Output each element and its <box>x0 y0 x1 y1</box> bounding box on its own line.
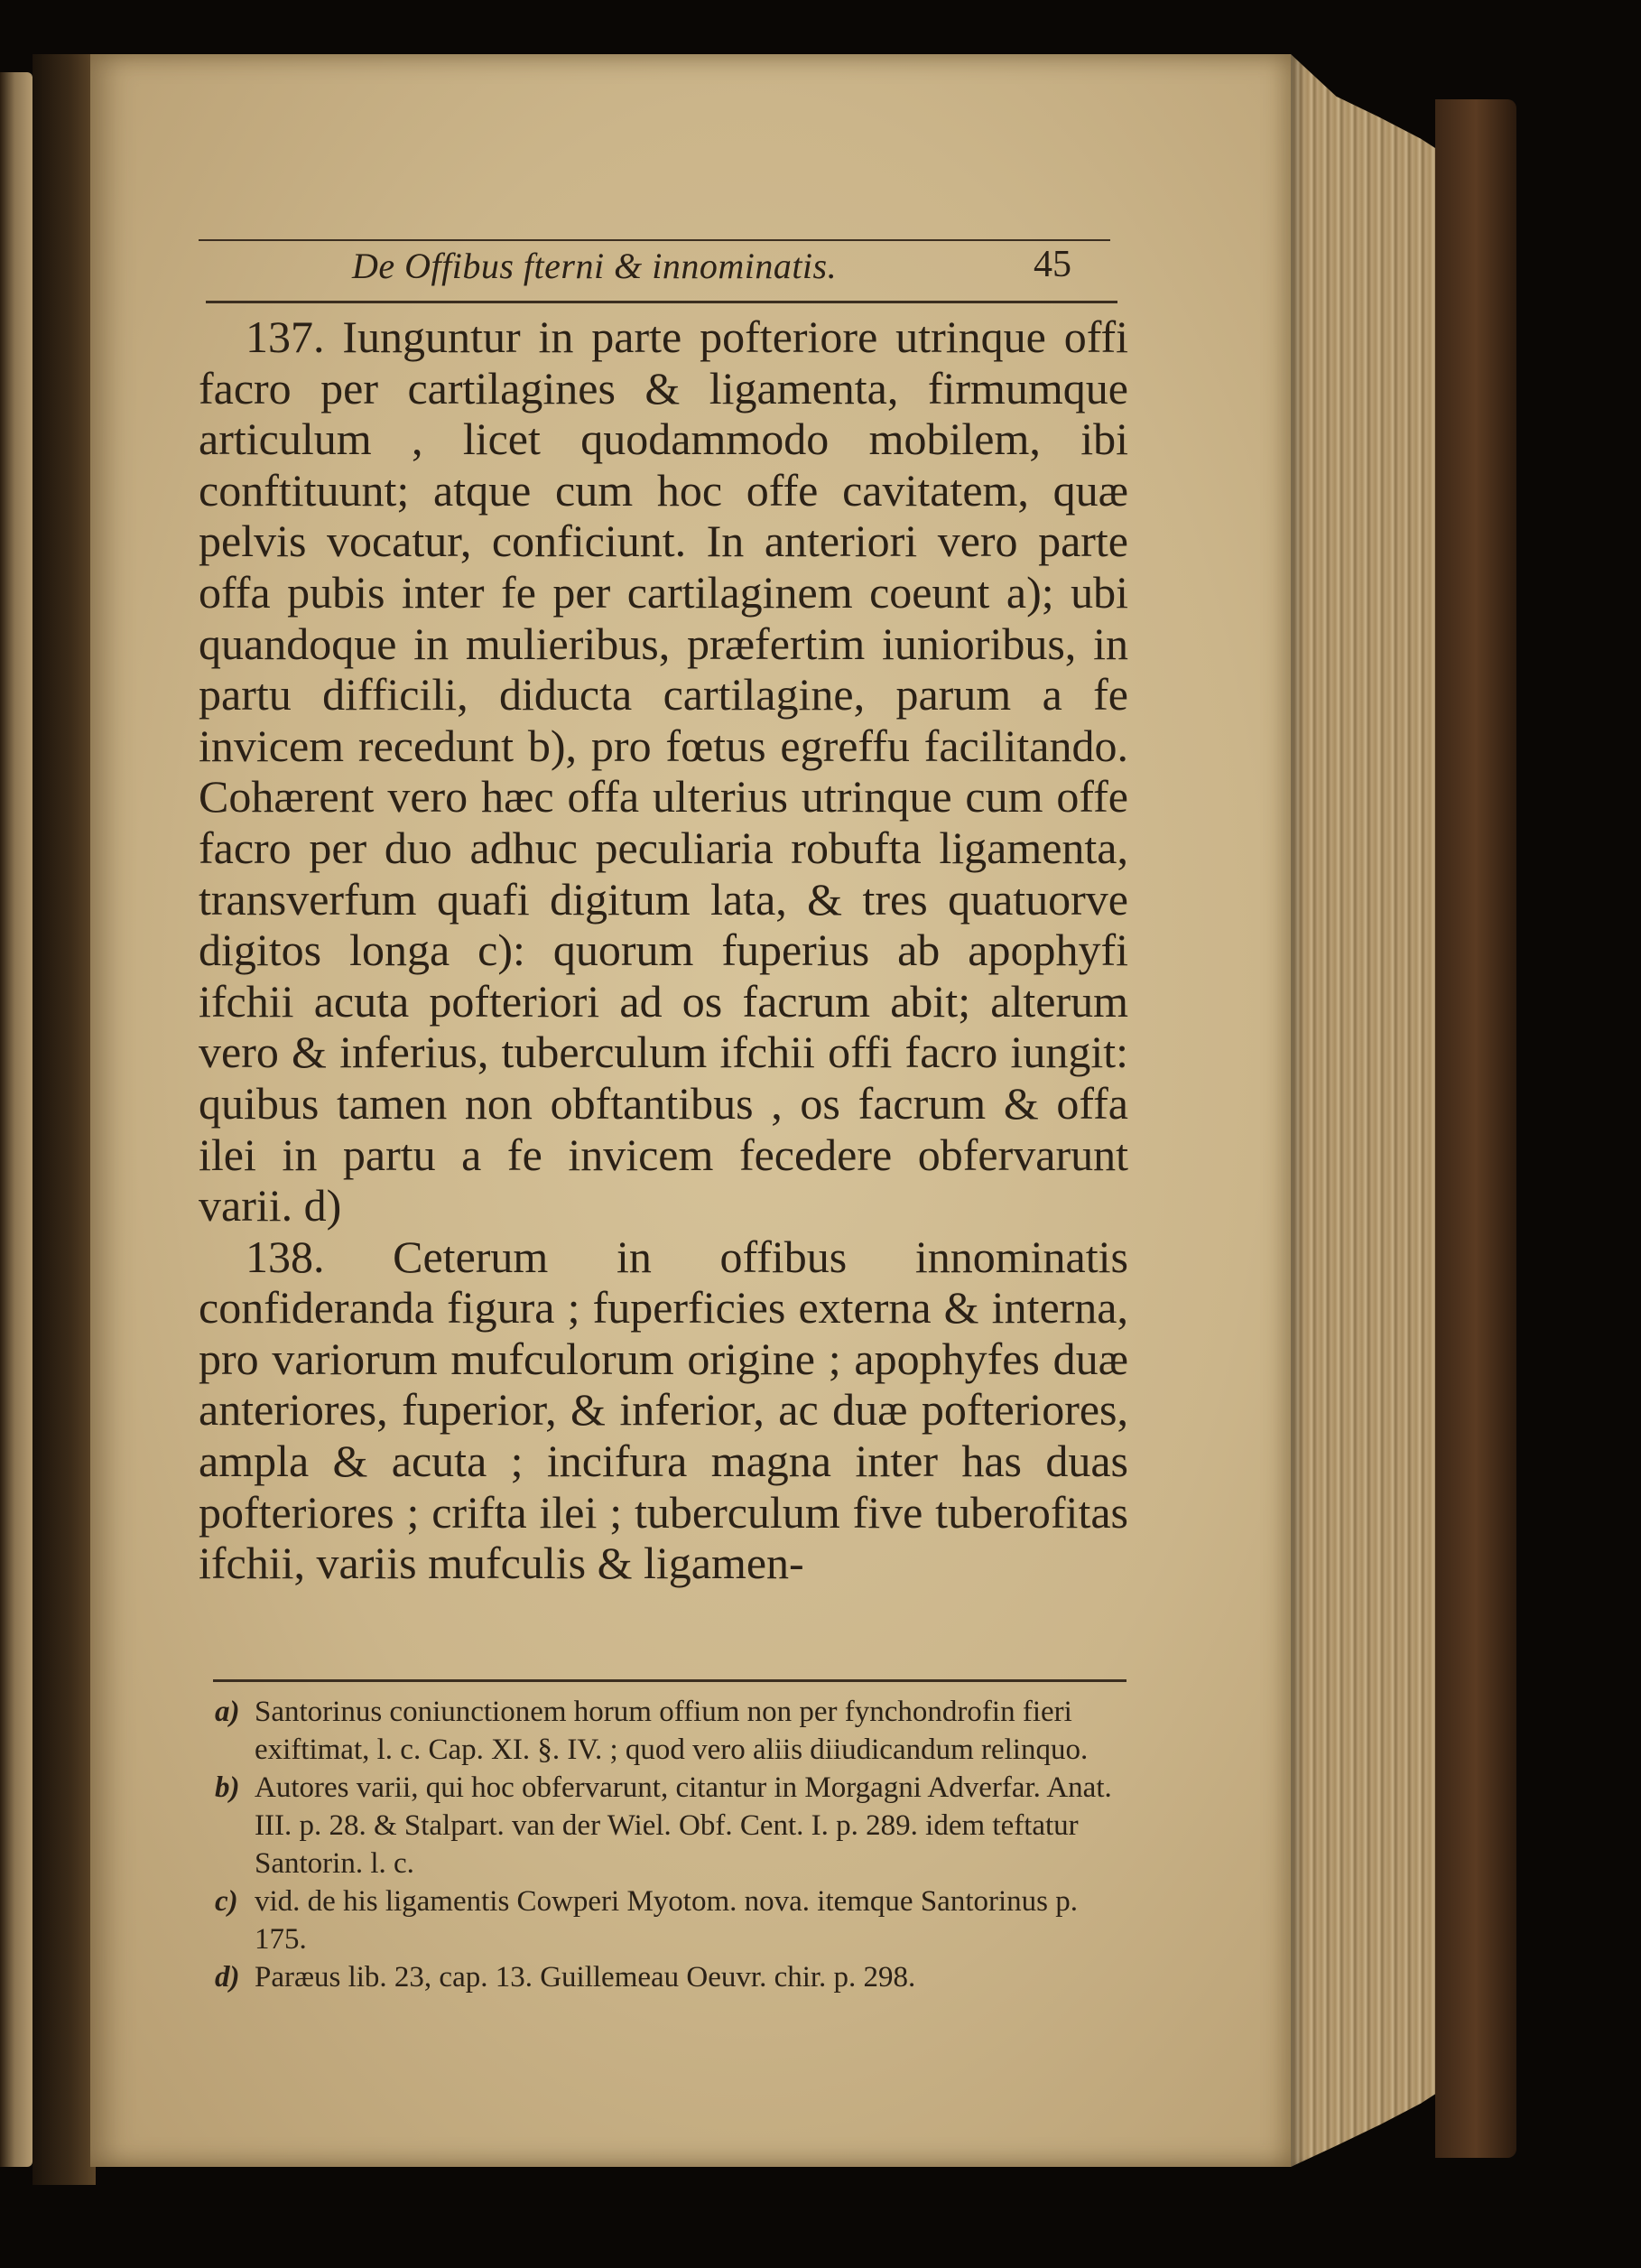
footnote-text-b: Autores varii, qui hoc obfervarunt, citantur in Morgagni Adverfar. Anat. III. p. 28. & Stalpart. van der Wiel. Obf. Cent. I. p. 289. idem teftatur Santorin. l. c. <box>255 1771 1112 1880</box>
footnote-d <box>215 1958 1136 1996</box>
book-gutter <box>32 54 96 2185</box>
paragraph-137: 137. Iunguntur in parte pofteriore utrinque offi facro per cartilagines & ligamenta, firmumque articulum , licet quodammodo mobilem, ibi conftituunt; atque cum hoc offe cavitatem, quæ pelvis vocatur, conficiunt. In anteriori vero parte offa pubis inter fe per cartilaginem coeunt a); ubi quandoque in mulieribus, præfertim iunioribus, in partu difficili, diducta cartilagine, parum a fe invicem recedunt b), pro fœtus egreffu facilitando. Cohærent vero hæc offa ulterius utrinque cum offe facro per duo adhuc peculiaria robufta ligamenta, transverfum quafi digitum lata, & tres quatuorve digitos longa c): quorum fuperius ab apophyfi ifchii acuta pofteriori ad os facrum abit; alterum vero & inferius, tuberculum ifchii offi facro iungit: quibus tamen non obftantibus , os facrum & offa ilei in partu a fe invicem fecedere obfervarunt varii. d) <box>199 311 1128 1232</box>
footnote-mark-c: c) <box>215 1885 238 1918</box>
footnote-text-d: Paræus lib. 23, cap. 13. Guillemeau Oeuvr. chir. p. 298. <box>255 1961 916 1994</box>
page-edges <box>1291 54 1453 2167</box>
page-header <box>199 239 1128 286</box>
page-number: 45 <box>1034 244 1071 285</box>
footnote-text-c: vid. de his ligamentis Cowperi Myotom. nova. itemque Santorinus p. 175. <box>255 1885 1078 1956</box>
header-rule-bottom <box>206 301 1117 303</box>
footnote-mark-b: b) <box>215 1771 240 1804</box>
footnote-rule <box>213 1679 1126 1682</box>
footnote-c <box>215 1882 1136 1958</box>
paragraph-138: 138. Ceterum in offibus innominatis confideranda figura ; fuperficies externa & interna, pro variorum mufculorum origine ; apophyfes duæ anteriores, fuperior, & inferior, ac duæ pofteriores, ampla & acuta ; incifura magna inter has duas pofteriores ; crifta ilei ; tuberculum five tuberofitas ifchii, variis mufculis & ligamen- <box>199 1231 1128 1589</box>
book-page <box>90 54 1291 2167</box>
footnote-text-a: Santorinus coniunctionem horum offium non per fynchondrofin fieri exiftimat, l. c. Cap. XI. §. IV. ; quod vero aliis diiudicandum relinquo. <box>255 1696 1089 1766</box>
footnote-a <box>215 1693 1136 1769</box>
footnote-b <box>215 1769 1136 1882</box>
book-cover-edge <box>1435 99 1516 2158</box>
body-text <box>199 311 1128 1589</box>
header-rule-top <box>199 239 1110 241</box>
footnote-mark-a: a) <box>215 1696 240 1728</box>
text-block <box>199 239 1128 1994</box>
running-title: De Offibus fterni & innominatis. <box>352 246 838 286</box>
footnotes <box>215 1693 1136 1996</box>
facing-page-edge <box>0 72 32 2167</box>
footnote-mark-d: d) <box>215 1961 240 1994</box>
